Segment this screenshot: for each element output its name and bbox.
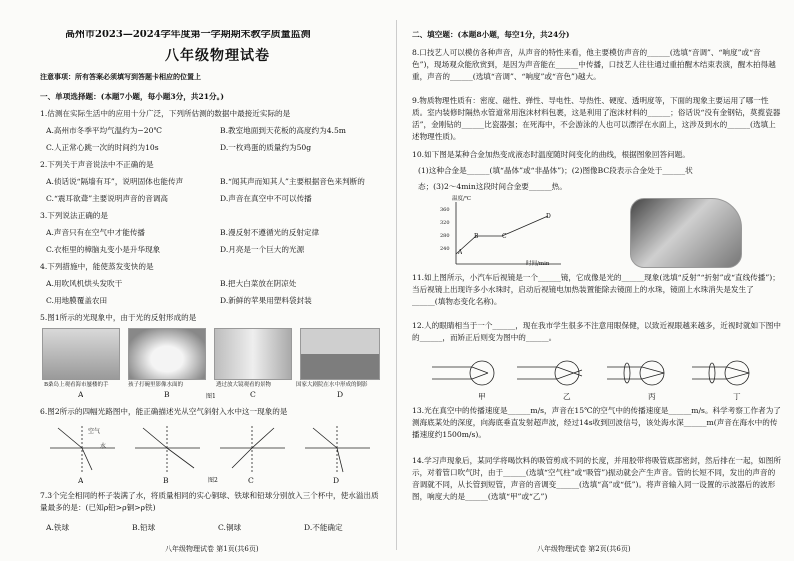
point-b: B [474, 233, 479, 240]
q7-option-b: B.铅球 [132, 523, 156, 532]
q1-option-c: C.人正常心跳一次的时间约为10s [46, 143, 159, 152]
q4-option-a: A.用吹风机烘头发吹干 [46, 279, 123, 288]
figure-1-caption: 图1 [206, 393, 216, 400]
caption-c: 透过放大镜观看的景物 [216, 382, 272, 388]
q3-option-d: D.月亮是一个巨大的光源 [220, 245, 305, 254]
notice: 注意事项：所有答案必须填写到答题卡相应的位置上 [40, 72, 201, 81]
ytick-320: 320 [440, 220, 450, 226]
q5-stem: 5.图1所示的光现象中，由于光的反射形成的是 [40, 313, 197, 322]
q10-stem: 10.如下图是某种合金加热变成液态时温度随时间变化的曲线，根据图象回答问题。 [412, 150, 690, 159]
q1-stem: 1.估测在实际生活中的应用十分广泛，下列所估测的数据中最接近实际的是 [40, 109, 291, 118]
q2-option-b: B.“闻其声而知其人”主要根据音色来判断的 [220, 177, 365, 186]
figure-2-caption: 图2 [208, 477, 218, 484]
q1-option-b: B.教室地面到天花板的高度约为4.5m [220, 126, 346, 135]
q12-stem: 12.人的眼睛相当于一个______，现在我市学生很多不注意用眼保健，以致近视眼越来越多，近视时就如下图中的______，而矫正后则变为图中的______。 [412, 321, 781, 342]
ytick-240: 240 [440, 246, 450, 252]
q2-option-d: D.声音在真空中不可以传播 [220, 194, 312, 203]
eye-label-yi: 乙 [563, 392, 571, 401]
q2-stem: 2.下列关于声音说法中不正确的是 [40, 160, 154, 169]
photo-d [300, 328, 380, 380]
q7-option-c: C.铜球 [218, 523, 242, 532]
q4-option-b: B.把大白菜放在阴凉处 [220, 279, 297, 288]
column-divider [396, 20, 397, 550]
water-label: 水 [100, 443, 107, 450]
fig2-label-d: D [333, 476, 340, 485]
q11-text: 11.如上图所示，小汽车后视镜是一个______镜，它成像是光的______现象(选填“反射”“折射”或“直线传播”)；当后视镜上出现许多小水珠时，启动后视镜电加热装置能除去镜面上的水珠，镜面上水珠消失是发生了______(填物态变化名称)。 [412, 273, 780, 306]
label-b: B [164, 390, 170, 399]
caption-a: B桑岛上观看海市蜃楼的手 [44, 382, 109, 388]
q9-text: 9.物质物理性质有：密度、磁性、弹性、导电性、导热性、硬度、透明度等，下面的现象主要运用了哪一性质。室内装修时隔热水管道常用泡沫材料包裹，这是利用了泡沫材料的______；俗话说“没有金钢钻，莫揽瓷器活”，金刚钻的______比瓷器强；在死海中，不会游泳的人也可以漂浮在水面上，这涉及到水的______(选填上述物理性质)。 [412, 96, 781, 141]
q2-option-a: A.侦话说“隔墙有耳”，说明固体也能传声 [46, 177, 184, 186]
q3-option-b: B.漫反射不遵循光的反射定律 [220, 228, 320, 237]
caption-b: 孩子打碗里影像水面的 [128, 382, 184, 388]
point-d: D [546, 213, 551, 220]
footer-left: 八年级物理试卷 第1页(共6页) [165, 545, 259, 553]
q3-option-a: A.声音只有在空气中才能传播 [46, 228, 146, 237]
graph-x-label: 时间/min [526, 261, 550, 267]
fig2-label-a: A [78, 476, 84, 485]
q10-line-1: (1)这种合金是______(填“晶体”或“非晶体”)；(2)图像BC段表示合金处于______状 [418, 166, 693, 175]
q7-stem: 7.3个完全相同的杯子装满了水，将质量相同的实心铜球、铁球和铅球分别放入三个杯中，使水溢出质量最多的是：(已知ρ铅>ρ铜>ρ铁) [40, 491, 379, 512]
q10-line-2: 态；(3)2～4min这段时间合金要______热。 [418, 182, 567, 191]
label-d: D [337, 390, 344, 399]
label-a: A [78, 390, 84, 399]
label-c: C [250, 390, 256, 399]
eye-label-bing: 丙 [648, 392, 656, 401]
right-column [412, 0, 782, 561]
point-a: A [458, 249, 463, 256]
eye-label-jia: 甲 [478, 392, 486, 401]
q3-option-c: C.衣柜里的樟脑丸变小是升华现象 [46, 245, 161, 254]
graph-y-label: 温度/℃ [452, 196, 472, 202]
photo-b [128, 328, 206, 380]
section-2-heading: 二、填空题：(本题8小题，每空1分，共24分) [412, 30, 570, 39]
caption-d: 国家大剧院在水中形成的倒影 [296, 382, 368, 388]
eye-diagrams [432, 356, 777, 390]
q14-text: 14.学习声现象后，某同学将喝饮料的吸管剪成不同的长度，并用胶带将吸管底部密封，然后排在一起，如图所示，对着管口吹气时，由于______(选填“空气柱”或“吸管”)振动就会产生声音。管的长短不同，发出的声音的音调就不同，从长管到短管，声音的音调变______(选填“高”或“低”)。将声音输入同一设置的示波器后的波形图，响度大的是______(选填“甲”或“乙”) [412, 456, 781, 501]
q13-text: 13.光在真空中的传播速度是______m/s，声音在15℃的空气中的传播速度是______m/s。科学考察工作者为了测海底某处的深度，向海底垂直发射超声波，经过14s收到回波信号，该处海水深______m(声音在海水中的传播速度约1500m/s)。 [412, 406, 781, 439]
ytick-360: 360 [440, 207, 450, 213]
q4-option-d: D.新鲜的苹果用塑料袋封装 [220, 296, 312, 305]
q4-option-c: C.用地膜覆盖农田 [46, 296, 108, 305]
point-c: C [502, 233, 507, 240]
left-column [40, 0, 385, 561]
q1-option-a: A.高州市冬季平均气温约为−20℃ [46, 126, 162, 135]
photo-a [42, 328, 120, 380]
ytick-280: 280 [440, 233, 450, 239]
rearview-mirror-photo [630, 198, 742, 268]
section-1-heading: 一、单项选择题：(本题7小题，每小题3分，共21分。) [40, 92, 224, 101]
eye-label-ding: 丁 [733, 392, 741, 401]
footer-right: 八年级物理试卷 第2页(共6页) [537, 545, 631, 553]
photo-c [214, 328, 292, 380]
q7-option-d: D.不能确定 [304, 523, 343, 532]
q3-stem: 3.下列说法正确的是 [40, 211, 108, 220]
fig2-label-c: C [248, 476, 254, 485]
q2-option-c: C.“震耳欲聋”主要说明声音的音调高 [46, 194, 169, 203]
fig2-label-b: B [163, 476, 169, 485]
q4-stem: 4.下列措施中，能使蒸发变快的是 [40, 262, 154, 271]
q1-option-d: D.一枚鸡蛋的质量约为50g [220, 143, 312, 152]
q8-text: 8.口技艺人可以模仿各种声音，从声音的特性来看，他主要模仿声音的______(选填“音调”、“响度”或“音色”)，现场观众能欣赏到，是因为声音能在______中传播，口技艺人往往通过重拍醒木结束表演，醒木拍得越重，声音的______(选填“音调”、“响度”或“音色”)越大。 [412, 48, 776, 81]
air-label: 空气 [88, 428, 101, 435]
exam-title: 八年级物理试卷 [165, 48, 270, 64]
q6-stem: 6.图2所示的四幅光路图中，能正确描述光从空气斜射入水中这一现象的是 [40, 407, 288, 416]
temperature-time-graph [436, 196, 566, 268]
q7-option-a: A.铁球 [46, 523, 70, 532]
exam-header: 高州市2023—2024学年度第一学期期末教学质量监测 [65, 30, 311, 40]
